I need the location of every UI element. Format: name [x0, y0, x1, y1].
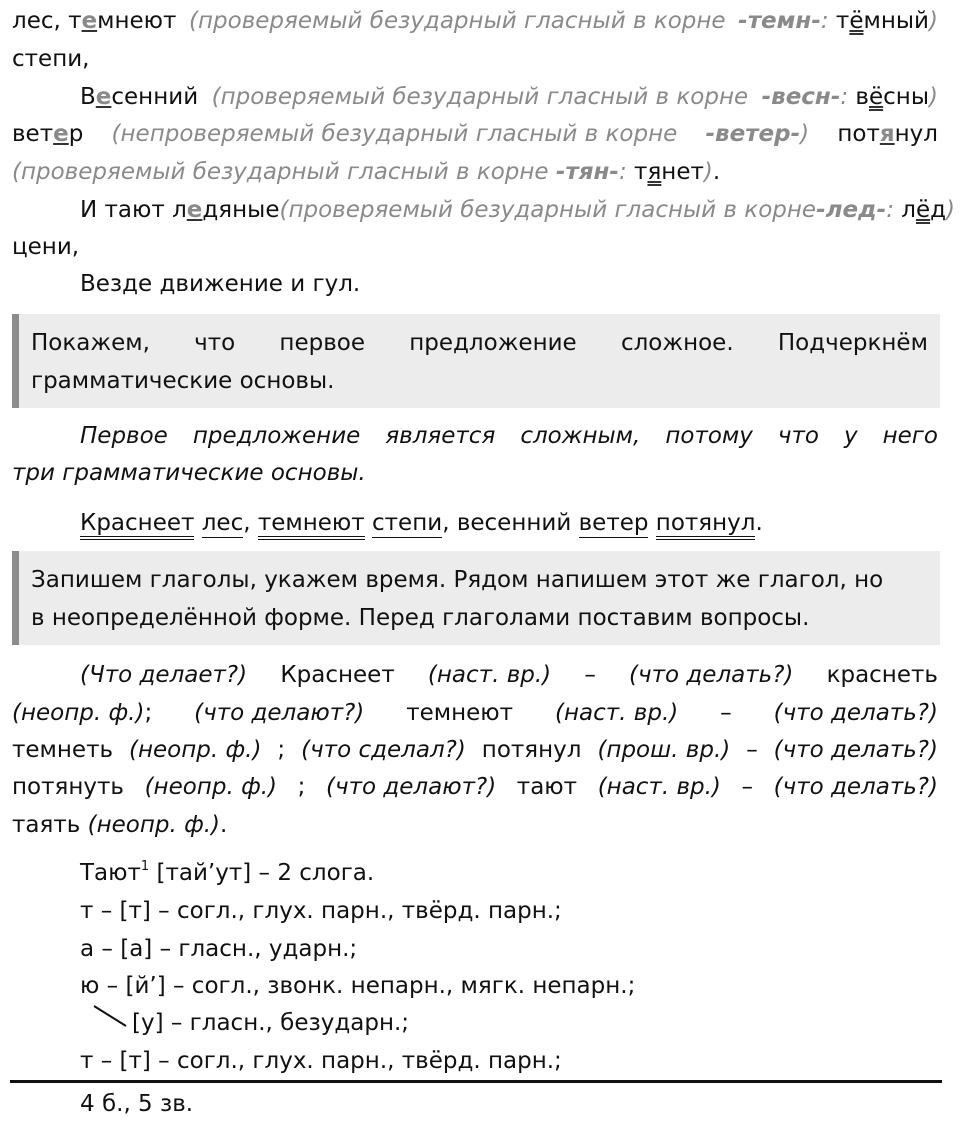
verbs-row-2: (неопр. ф.); (что делают?) темнеют (наст. вр.) – (что делать?) [12, 700, 938, 726]
poem-line-2: степи, [12, 46, 90, 72]
task-1-line-1: Покажем, что первое предложение сложное. Подчеркнём [31, 330, 928, 356]
parsed-sentence: Краснеет лес, темнеют степи, весенний ветер потянул. [80, 508, 938, 538]
predicate: Краснеет [80, 510, 194, 540]
phonetic-row: т – [т] – согл., глух. парн., твёрд. парн.; [80, 1048, 562, 1074]
poem-line-4: ветер (непроверяемый безударный гласный в корне -ветер-) потянул [12, 121, 938, 147]
predicate: темнеют [258, 510, 365, 540]
subject: степи [372, 510, 443, 536]
poem-line-5: (проверяемый безударный гласный в корне -тян-: тянет). [12, 159, 721, 185]
verbs-row-1: (Что делает?) Краснеет (наст. вр.) – (что делать?) краснеть [80, 662, 938, 688]
phonetic-row: т – [т] – согл., глух. парн., твёрд. парн.; [80, 898, 562, 924]
predicate: потянул [656, 510, 756, 540]
phonetic-row: [у] – гласн., безударн.; [132, 1010, 410, 1036]
subject: лес [201, 510, 244, 536]
task-2-line-1: Запишем глаголы, укажем время. Рядом напишем этот же глагол, но [31, 567, 884, 593]
task-1-line-2: грамматические основы. [31, 368, 335, 394]
phonetic-total: 4 б., 5 зв. [80, 1091, 194, 1117]
phonetic-row: а – [а] – гласн., ударн.; [80, 936, 358, 962]
poem-line-7: цени, [12, 234, 80, 260]
poem-line-1: лес, темнеют (проверяемый безударный гласный в корне -темн-: тёмный) [12, 8, 938, 34]
verbs-row-4: потянуть (неопр. ф.) ; (что делают?) тают (наст. вр.) – (что делать?) [12, 774, 938, 800]
phonetic-row: ю – [й’] – согл., звонк. непарн., мягк. непарн.; [80, 973, 636, 999]
connector-line [90, 1004, 130, 1028]
phonetic-title: Тают$^1$ [тай’ут] – 2 слога. [80, 859, 375, 886]
total-divider [10, 1080, 942, 1083]
poem-line-3: Весенний (проверяемый безударный гласный в корне -весн-: вёсны) [80, 84, 938, 110]
task-box-1 [12, 314, 940, 408]
answer-1-line-1: Первое предложение является сложным, потому что у него [80, 423, 938, 449]
answer-1-line-2: три грамматические основы. [12, 460, 366, 486]
verbs-row-5: таять (неопр. ф.). [12, 812, 228, 838]
task-box-2 [12, 551, 940, 645]
poem-line-6: И тают ледяные (проверяемый безударный гласный в корне -лед-: лёд) [80, 197, 955, 223]
task-2-line-2: в неопределённой форме. Перед глаголами поставим вопросы. [31, 605, 810, 631]
subject: ветер [578, 510, 649, 536]
poem-line-8: Везде движение и гул. [80, 271, 361, 297]
verbs-row-3: темнеть (неопр. ф.) ; (что сделал?) потянул (прош. вр.) – (что делать?) [12, 737, 938, 763]
